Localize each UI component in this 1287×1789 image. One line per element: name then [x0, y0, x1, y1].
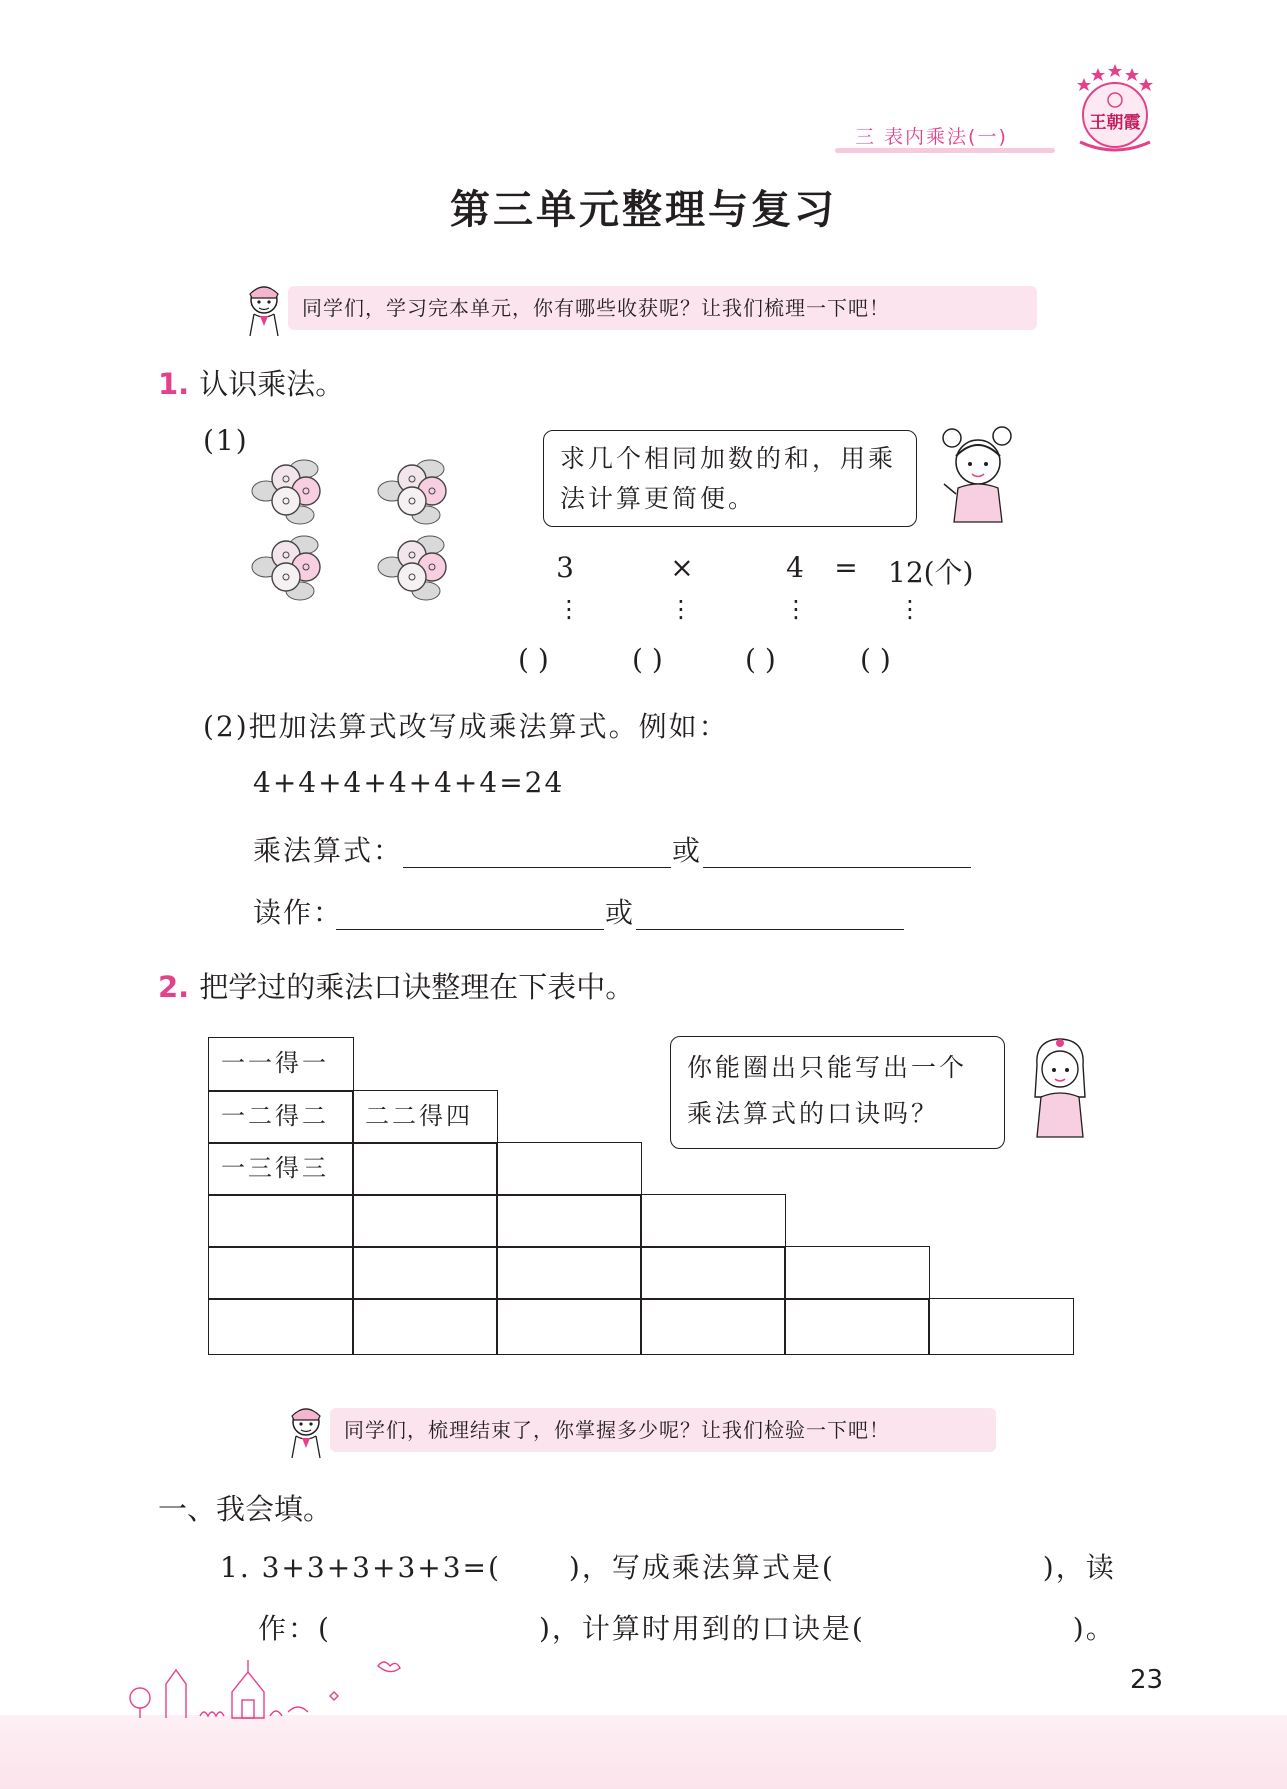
- part1-label: (1): [203, 424, 249, 457]
- table-cell-r4c2[interactable]: [352, 1194, 498, 1248]
- q1-text-d: 作：(: [258, 1612, 331, 1645]
- girl-pigtails-icon: [938, 424, 1018, 524]
- table-cell-r4c1[interactable]: [208, 1194, 354, 1248]
- intro-tip: 同学们，学习完本单元，你有哪些收获呢？让我们梳理一下吧！: [288, 286, 1037, 330]
- part2-example: 4+4+4+4+4+4=24: [253, 766, 565, 799]
- vdots-4: ⋮: [898, 595, 922, 623]
- table-cell-r1c1: 一一得一: [208, 1037, 354, 1092]
- blueberry-cluster-3: [252, 536, 320, 600]
- mult-formula-blank-2[interactable]: [703, 867, 971, 868]
- q1-text-b: )，写成乘法算式是(: [568, 1551, 835, 1584]
- castle-decoration-icon: [120, 1650, 410, 1720]
- read-or-text: 或: [605, 896, 636, 929]
- brand-logo: [1070, 60, 1160, 155]
- section1-number: 1.: [158, 367, 190, 401]
- boy-character-icon: [240, 280, 288, 338]
- table-cell-r3c1: 一三得三: [208, 1142, 354, 1196]
- mult-formula-label: 乘法算式：: [253, 834, 404, 867]
- speech-bubble-multiplication: 求几个相同加数的和，用乘法计算更简便。: [543, 430, 917, 527]
- table-cell-r6c6[interactable]: [928, 1298, 1074, 1355]
- blank-meaning-4[interactable]: ( ): [745, 643, 776, 676]
- blank-meaning-3[interactable]: ( ): [518, 643, 549, 676]
- table-cell-r6c4[interactable]: [640, 1298, 786, 1355]
- check-tip: 同学们，梳理结束了，你掌握多少呢？让我们检验一下吧！: [330, 1408, 996, 1452]
- q1-text-e: )，计算时用到的口诀是(: [538, 1612, 865, 1645]
- chapter-tab-label: 三 表内乘法(一): [855, 126, 1008, 148]
- eq-term-3: 3: [556, 551, 574, 584]
- table-cell-r3c2[interactable]: [352, 1142, 498, 1196]
- section1-heading: [158, 362, 344, 403]
- section1-heading-text: 认识乘法。: [199, 367, 345, 401]
- read-as-label: 读作：: [253, 896, 344, 929]
- chapter-tab-underline: [835, 148, 1055, 153]
- section2-heading-text: 把学过的乘法口诀整理在下表中。: [199, 970, 635, 1004]
- brand-name: 王朝霞: [1089, 113, 1141, 133]
- table-cell-r4c4[interactable]: [640, 1194, 786, 1248]
- blueberry-groups: [250, 455, 470, 603]
- table-cell-r5c4[interactable]: [640, 1246, 786, 1300]
- table-cell-r3c3[interactable]: [496, 1142, 642, 1196]
- read-as-blank-2[interactable]: [636, 929, 904, 930]
- blueberry-cluster-2: [378, 460, 446, 524]
- read-as-blank-1[interactable]: [336, 929, 604, 930]
- page-number: 23: [1130, 1665, 1164, 1695]
- mult-or-text: 或: [672, 834, 703, 867]
- table-cell-r6c2[interactable]: [352, 1298, 498, 1355]
- mult-formula-blank-1[interactable]: [403, 867, 671, 868]
- table-cell-r5c5[interactable]: [784, 1246, 930, 1300]
- speech-bubble-rhyme: 你能圈出只能写出一个乘法算式的口诀吗？: [670, 1036, 1005, 1149]
- vdots-1: ⋮: [557, 595, 581, 623]
- q1-line1: [220, 1546, 1116, 1586]
- eq-term-4: 4: [786, 551, 804, 584]
- blueberry-cluster-4: [378, 536, 446, 600]
- vdots-2: ⋮: [669, 595, 693, 623]
- table-cell-r5c3[interactable]: [496, 1246, 642, 1300]
- vdots-3: ⋮: [784, 595, 808, 623]
- table-cell-r6c3[interactable]: [496, 1298, 642, 1355]
- table-cell-r6c1[interactable]: [208, 1298, 354, 1355]
- blank-meaning-12[interactable]: ( ): [860, 643, 891, 676]
- table-cell-r5c1[interactable]: [208, 1246, 354, 1300]
- table-cell-r5c2[interactable]: [352, 1246, 498, 1300]
- section2-heading: [158, 965, 634, 1006]
- q1-text-c: )，读: [1042, 1551, 1116, 1584]
- part2-instruction: (2)把加法算式改写成乘法算式。例如：: [203, 710, 729, 743]
- eq-equals-sign: =: [834, 551, 858, 584]
- blueberry-cluster-1: [252, 460, 320, 524]
- table-cell-r4c3[interactable]: [496, 1194, 642, 1248]
- girl-longhair-icon: [1025, 1035, 1095, 1140]
- table-cell-r2c1: 一二得二: [208, 1090, 354, 1144]
- bottom-decoration-band: [0, 1715, 1287, 1789]
- section2-number: 2.: [158, 970, 190, 1004]
- part-one-heading: 一、我会填。: [158, 1492, 333, 1526]
- q1-text-a: 1. 3+3+3+3+3=(: [220, 1551, 501, 1584]
- page-title: 第三单元整理与复习: [450, 187, 837, 233]
- eq-times-sign: ×: [670, 551, 694, 584]
- blank-meaning-times[interactable]: ( ): [632, 643, 663, 676]
- eq-result: 12(个): [888, 556, 974, 589]
- table-cell-r2c2: 二二得四: [352, 1090, 498, 1144]
- q1-line2: [258, 1607, 1116, 1647]
- q1-text-f: )。: [1072, 1612, 1116, 1645]
- chapter-tab: [835, 120, 1060, 150]
- boy-character-icon-2: [282, 1402, 330, 1460]
- table-cell-r6c5[interactable]: [784, 1298, 930, 1355]
